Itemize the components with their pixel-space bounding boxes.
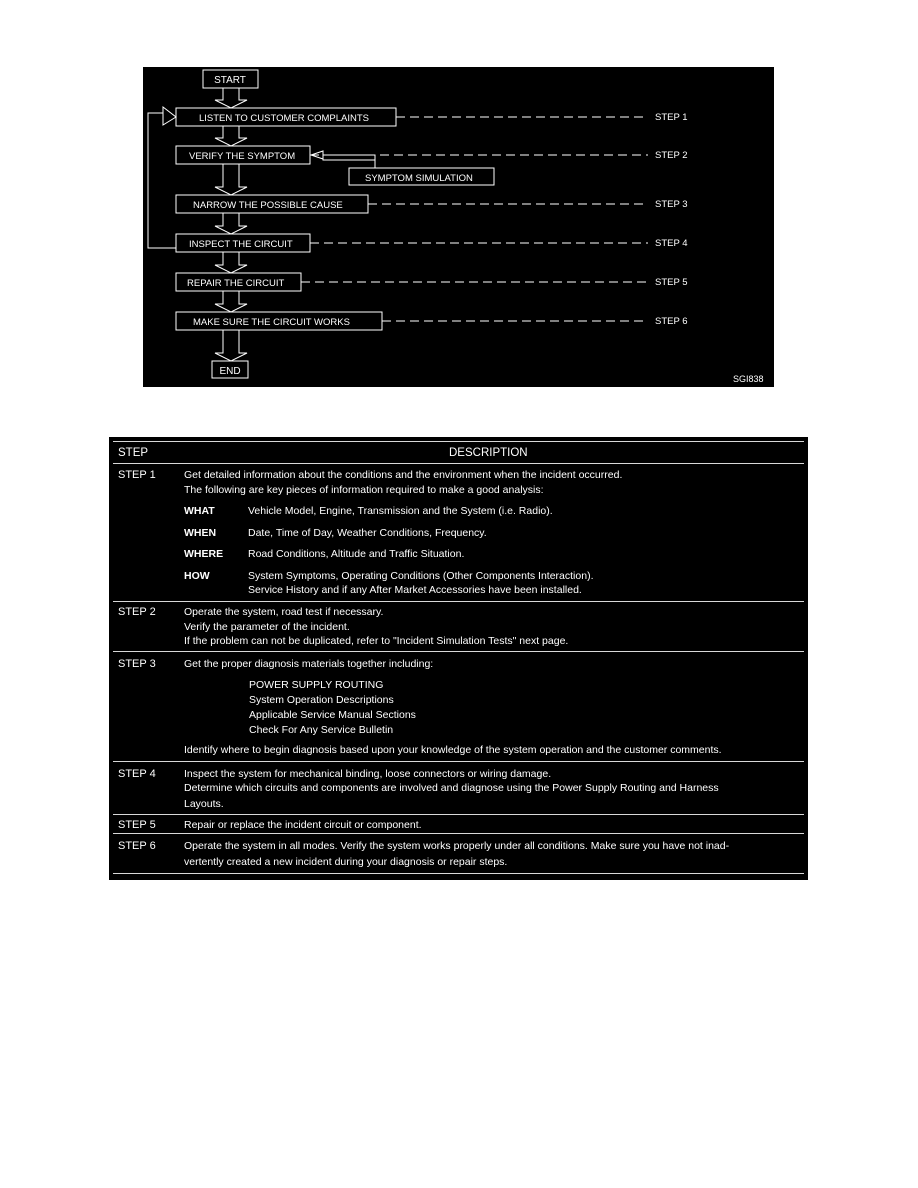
step1-rule [113,601,804,602]
step1-line-2: The following are key pieces of information required to make a good analysis: [184,484,544,496]
step4-line-3: Layouts. [184,798,224,810]
step4-line-2: Determine which circuits and components are involved and diagnose using the Power Supply Routing and Harness [184,782,719,794]
step2-box-label: VERIFY THE SYMPTOM [189,151,296,162]
simulation-connector-inner [323,155,375,168]
what-value: Vehicle Model, Engine, Transmission and the System (i.e. Radio). [248,505,553,517]
arrow-step2-step3 [215,164,247,195]
step6-label: STEP 6 [118,840,156,852]
how-key: HOW [184,570,210,582]
step3-box-label: NARROW THE POSSIBLE CAUSE [193,200,343,211]
start-label: START [214,75,246,86]
step5-box-label: REPAIR THE CIRCUIT [187,278,285,289]
step2-rule [113,651,804,652]
what-key: WHAT [184,505,215,517]
flowchart-panel [143,67,774,387]
step3-closing: Identify where to begin diagnosis based upon your knowledge of the system operation and the customer comments. [184,744,722,756]
flowchart-svg [143,67,774,387]
step6-line-1: Operate the system in all modes. Verify the system works properly under all conditions. Make sure you have not inad- [184,840,730,852]
diagnosis-steps-table [109,437,808,880]
when-key: WHEN [184,527,217,539]
step1-leader-label: STEP 1 [655,112,688,123]
how-value-line-2: Service History and if any After Market Accessories have been installed. [248,584,582,596]
step6-box-label: MAKE SURE THE CIRCUIT WORKS [193,317,350,328]
header-step: STEP [118,447,149,459]
step4-box-label: INSPECT THE CIRCUIT [189,239,293,250]
step1-box-label: LISTEN TO CUSTOMER COMPLAINTS [199,113,369,124]
header-rule [113,463,804,464]
step3-rule [113,761,804,762]
arrow-step1-step2 [215,126,247,146]
step5-rule [113,833,804,834]
step5-line-1: Repair or replace the incident circuit or component. [184,819,422,831]
figure-code: SGI838 [733,374,764,384]
arrow-step4-step5 [215,252,247,273]
step2-line-3: If the problem can not be duplicated, refer to "Incident Simulation Tests" next page. [184,635,569,647]
arrow-start-step1 [215,88,247,108]
where-value: Road Conditions, Altitude and Traffic Situation. [248,548,465,560]
step4-leader-label: STEP 4 [655,238,688,249]
header-description: DESCRIPTION [449,447,528,459]
step6-leader-label: STEP 6 [655,316,688,327]
where-key: WHERE [184,548,224,560]
step3-leader-label: STEP 3 [655,199,688,210]
arrow-step6-end [215,330,247,361]
step3-material-3: Applicable Service Manual Sections [249,709,416,721]
table-top-rule [113,441,804,442]
step3-material-2: System Operation Descriptions [249,694,394,706]
end-label: END [219,366,241,377]
simulation-connector [311,151,375,168]
arrow-step5-step6 [215,291,247,312]
symptom-simulation-label: SYMPTOM SIMULATION [365,173,473,184]
feedback-loop-arrowhead [163,107,176,125]
how-value-line-1: System Symptoms, Operating Conditions (Other Components Interaction). [248,570,594,582]
step4-rule [113,814,804,815]
when-value: Date, Time of Day, Weather Conditions, Frequency. [248,527,487,539]
feedback-loop-line [148,113,176,248]
step2-label: STEP 2 [118,606,156,618]
step2-line-1: Operate the system, road test if necessary. [184,606,384,618]
step4-label: STEP 4 [118,768,156,780]
arrow-step3-step4 [215,213,247,234]
step4-line-1: Inspect the system for mechanical binding, loose connectors or wiring damage. [184,768,552,780]
step1-label: STEP 1 [118,469,156,481]
step5-leader-label: STEP 5 [655,277,688,288]
step2-leader-label: STEP 2 [655,150,688,161]
step1-line-1: Get detailed information about the conditions and the environment when the incident occurred. [184,469,623,481]
step2-line-2: Verify the parameter of the incident. [184,621,350,633]
step6-line-2: vertently created a new incident during your diagnosis or repair steps. [184,856,508,868]
table-bottom-rule [113,873,804,874]
step5-label: STEP 5 [118,819,156,831]
step3-material-1: POWER SUPPLY ROUTING [249,679,384,691]
step3-material-4: Check For Any Service Bulletin [249,724,394,736]
step3-label: STEP 3 [118,658,156,670]
step3-intro: Get the proper diagnosis materials together including: [184,658,434,670]
